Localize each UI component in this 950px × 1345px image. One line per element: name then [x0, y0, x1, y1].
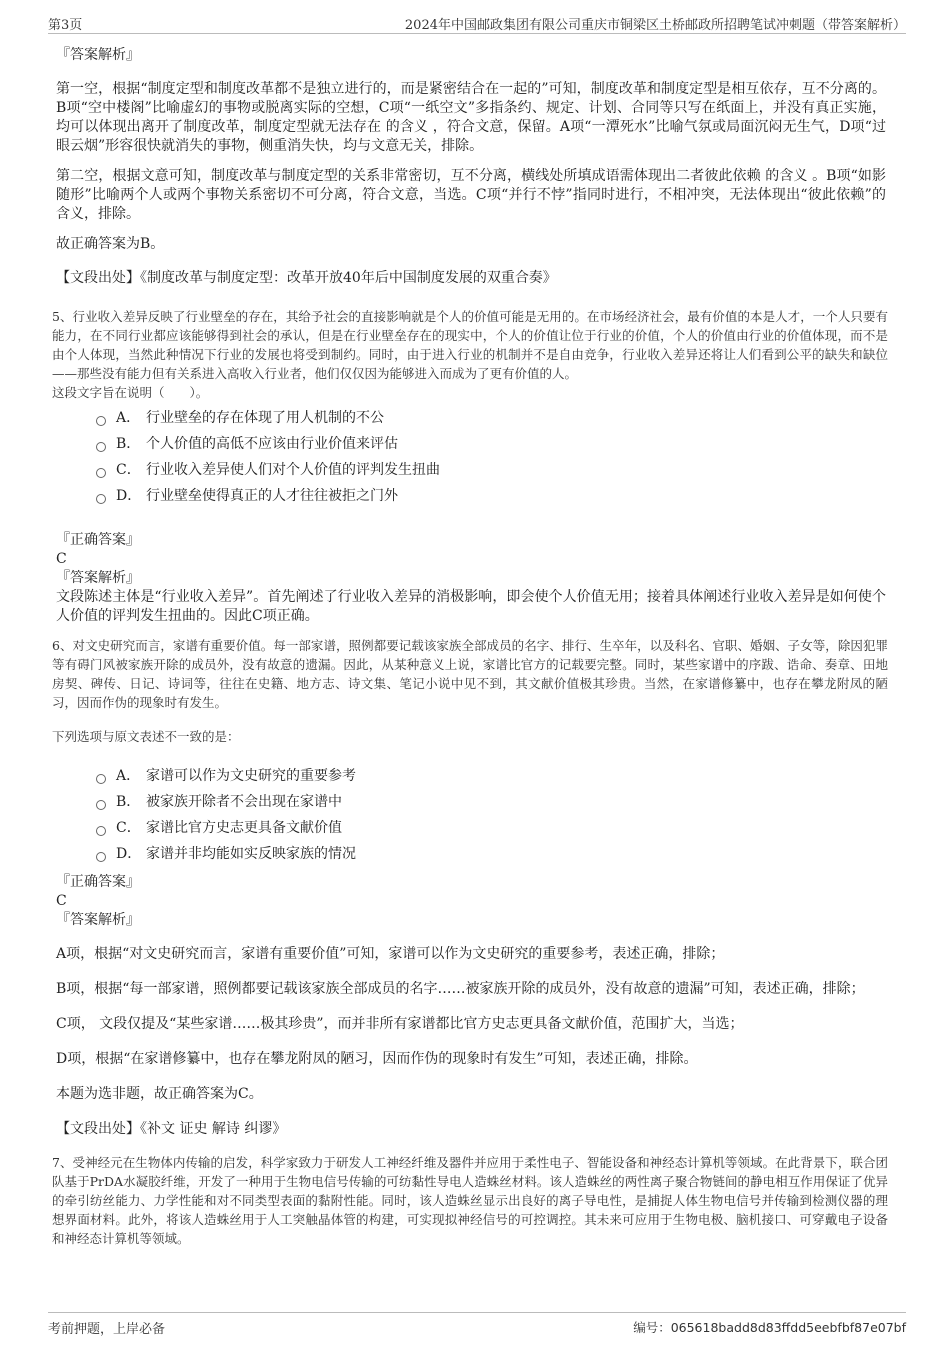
- radio-icon[interactable]: [96, 416, 106, 426]
- answer-label: 『正确答案』: [56, 532, 140, 548]
- question-5-prompt: 这段文字旨在说明（ ）。: [52, 385, 209, 400]
- footer-code: 编号：065618badd8d83ffdd5eebfbf87e07bf: [633, 1320, 906, 1335]
- option-b[interactable]: B． 个人价值的高低不应该由行业价值来评估: [56, 431, 886, 457]
- question-5-options: [56, 405, 886, 509]
- radio-icon[interactable]: [96, 442, 106, 452]
- analysis-conclusion: 故正确答案为B。: [56, 236, 165, 252]
- analysis-paragraph-1: 第一空，根据“制度定型和制度改革都不是独立进行的，而是紧密结合在一起的”可知，制度改革和制度定型是相互依存，互不分离的。B项“空中楼阁”比喻虚幻的事物或脱离实际的空想，C项“一纸空文”多指条约、规定、计划、合同等只写在纸面上，并没有真正实施，均可以体现出离开了制度改革，制度定型就无法存在 的含义 ，符合文意，保留。A项“一潭死水”比喻气氛或局面沉闷无生气，D项“过眼云烟”形容很快就消失的事物，侧重消失快，均与文意无关，排除。: [56, 81, 886, 154]
- analysis-label: 『答案解析』: [56, 47, 140, 63]
- question-6-analysis-c: C项， 文段仅提及“某些家谱……极其珍贵”，而并非所有家谱都比官方史志更具备文献价值，范围扩大，当选；: [56, 1016, 744, 1032]
- analysis-paragraph-2: 第二空，根据文意可知，制度改革与制度定型的关系非常密切，互不分离，横线处所填成语需体现出二者彼此依赖 的含义 。B项“如影随形”比喻两个人或两个事物关系密切不可分离，符合文意，当选。C项“并行不悖”指同时进行，不相冲突，无法体现出“彼此依赖”的含义，排除。: [56, 168, 886, 222]
- question-6-analysis-d: D项，根据“在家谱修纂中，也存在攀龙附凤的陋习，因而作伪的现象时有发生”可知，表述正确，排除。: [56, 1051, 698, 1067]
- option-d[interactable]: D． 家谱并非均能如实反映家族的情况: [56, 841, 886, 867]
- radio-icon[interactable]: [96, 800, 106, 810]
- option-d[interactable]: D． 行业壁垒使得真正的人才往往被拒之门外: [56, 483, 886, 509]
- answer-label: 『正确答案』: [56, 874, 140, 890]
- analysis-label: 『答案解析』: [56, 570, 140, 586]
- radio-icon[interactable]: [96, 852, 106, 862]
- page-content: [52, 46, 888, 1248]
- page-number: 第3页: [48, 18, 83, 33]
- question-6-text: 6、对文史研究而言，家谱有重要价值。每一部家谱，照例都要记载该家族全部成员的名字、排行、生卒年，以及科名、官职、婚姻、子女等，除因犯罪等有碍门风被家族开除的成员外，没有故意的遗漏。因此，从某种意义上说，家谱比官方的记载要完整。同时，某些家谱中的序跋、诰命、奏章、田地房契、碑传、日记、诗词等，往往在史籍、地方志、诗文集、笔记小说中见不到，其文献价值极其珍贵。当然，在家谱修纂中，也存在攀龙附凤的陋习，因而作伪的现象时有发生。: [52, 638, 888, 710]
- question-6-analysis-a: A项，根据“对文史研究而言，家谱有重要价值”可知，家谱可以作为文史研究的重要参考，表述正确，排除；: [56, 946, 725, 962]
- analysis-label: 『答案解析』: [56, 912, 140, 928]
- radio-icon[interactable]: [96, 774, 106, 784]
- question-6-prompt: 下列选项与原文表述不一致的是：: [52, 729, 240, 744]
- option-a[interactable]: A． 家谱可以作为文史研究的重要参考: [56, 763, 886, 789]
- question-7-text: 7、受神经元在生物体内传输的启发，科学家致力于研发人工神经纤维及器件并应用于柔性电子、智能设备和神经态计算机等领域。在此背景下，联合团队基于PrDA水凝胶纤维，开发了一种用于生物电信号传输的可纺黏性导电人造蛛丝材料。该人造蛛丝的两性离子聚合物链间的静电相互作用保证了优异的牵引纺丝能力、力学性能和对不同类型表面的黏附性能。同时，该人造蛛丝显示出良好的离子导电性，是捕捉人体生物电信号并传输到检测仪器的理想界面材料。此外，将该人造蛛丝用于人工突触晶体管的构建，可实现拟神经信号的可控调控。其未来可应用于生物电极、脑机接口、可穿戴电子设备和神经态计算机等领域。: [52, 1155, 888, 1246]
- option-c[interactable]: C． 行业收入差异使人们对个人价值的评判发生扭曲: [56, 457, 886, 483]
- radio-icon[interactable]: [96, 468, 106, 478]
- document-title: 2024年中国邮政集团有限公司重庆市铜梁区土桥邮政所招聘笔试冲刺题（带答案解析）: [404, 18, 906, 33]
- option-b[interactable]: B． 被家族开除者不会出现在家谱中: [56, 789, 886, 815]
- passage-source: 【文段出处】《补文 证史 解诗 纠谬》: [56, 1121, 287, 1137]
- radio-icon[interactable]: [96, 494, 106, 504]
- page-header: [48, 12, 906, 34]
- passage-source: 【文段出处】《制度改革与制度定型：改革开放40年后中国制度发展的双重合奏》: [56, 270, 557, 286]
- question-6-options: [56, 763, 886, 867]
- question-5-text: 5、行业收入差异反映了行业壁垒的存在，其给予社会的直接影响就是个人的价值可能是无用的。在市场经济社会，最有价值的本是人才，一个人只要有能力，在不同行业都应该能够得到社会的承认，但是在行业壁垒存在的现实中，个人的价值让位于行业的价值，个人的价值由行业的价值体现，而不是由个人体现，当然此种情况下行业的发展也将受到制约。同时，由于进入行业的机制并不是自由竞争，行业收入差异还将让人们看到公平的缺失和缺位——那些没有能力但有关系进入高收入行业者，他们仅仅因为能够进入而成为了更有价值的人。: [52, 309, 888, 381]
- page-footer: [48, 1312, 906, 1336]
- question-6-conclusion: 本题为选非题，故正确答案为C。: [56, 1086, 263, 1102]
- question-6-analysis-b: B项，根据“每一部家谱，照例都要记载该家族全部成员的名字……被家族开除的成员外，没有故意的遗漏”可知，表述正确，排除；: [56, 981, 865, 997]
- option-c[interactable]: C． 家谱比官方史志更具备文献价值: [56, 815, 886, 841]
- option-a[interactable]: A． 行业壁垒的存在体现了用人机制的不公: [56, 405, 886, 431]
- question-5-analysis: 文段陈述主体是“行业收入差异”。首先阐述了行业收入差异的消极影响，即会使个人价值无用；接着具体阐述行业收入差异是如何使个人价值的评判发生扭曲的。因此C项正确。: [56, 589, 886, 624]
- radio-icon[interactable]: [96, 826, 106, 836]
- answer-value: C: [56, 893, 67, 909]
- footer-slogan: 考前押题，上岸必备: [48, 1322, 166, 1337]
- answer-value: C: [56, 551, 67, 567]
